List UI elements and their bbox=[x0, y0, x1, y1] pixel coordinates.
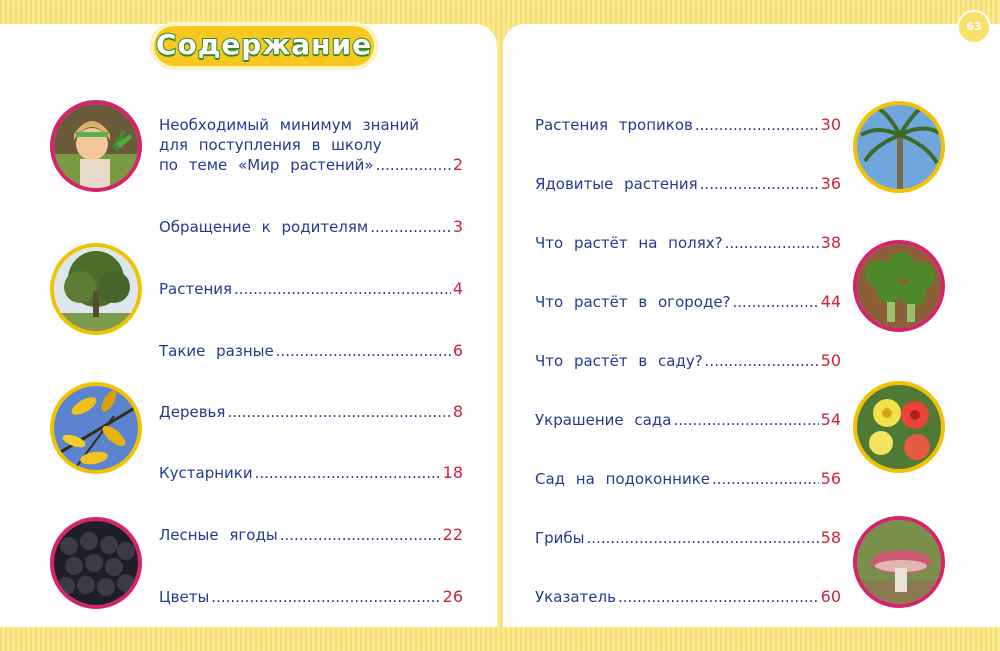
mushroom-photo bbox=[853, 516, 945, 608]
toc-entry-page: 30 bbox=[820, 115, 841, 134]
autumn-leaves-photo bbox=[50, 382, 142, 474]
toc-entry-page: 60 bbox=[820, 587, 841, 606]
toc-entry-label: Цветы bbox=[159, 588, 210, 606]
broccoli-photo bbox=[853, 240, 945, 332]
palm-tree-photo bbox=[853, 101, 945, 193]
toc-entry[interactable] bbox=[535, 469, 841, 489]
blackberries-photo bbox=[50, 517, 142, 609]
toc-entry-page: 44 bbox=[820, 292, 841, 311]
toc-entry-page: 22 bbox=[442, 525, 463, 544]
toc-entry-label: Лесные ягоды bbox=[159, 526, 278, 544]
toc-entry[interactable] bbox=[535, 351, 841, 371]
toc-entry-page: 4 bbox=[452, 279, 463, 298]
toc-entry-label: Растения тропиков bbox=[535, 116, 693, 134]
toc-entry-page: 18 bbox=[442, 463, 463, 482]
toc-entry-label: Что растёт в огороде? bbox=[535, 293, 731, 311]
toc-entry[interactable] bbox=[535, 115, 841, 135]
toc-entry-minimum-knowledge[interactable] bbox=[159, 115, 463, 175]
toc-entry[interactable] bbox=[535, 292, 841, 312]
toc-entry[interactable] bbox=[535, 410, 841, 430]
toc-entry[interactable] bbox=[535, 174, 841, 194]
toc-entry-page: 38 bbox=[820, 233, 841, 252]
toc-entry[interactable] bbox=[535, 587, 841, 607]
toc-entry-label: Сад на подоконнике bbox=[535, 470, 710, 488]
toc-entry-label: Украшение сада bbox=[535, 411, 672, 429]
toc-entry-label: Указатель bbox=[535, 588, 616, 606]
toc-entry-label: Растения bbox=[159, 280, 233, 298]
toc-entry-label: Что растёт на полях? bbox=[535, 234, 723, 252]
toc-entry-page: 36 bbox=[820, 174, 841, 193]
page-title: Содержание bbox=[155, 28, 373, 61]
toc-entry[interactable] bbox=[159, 341, 463, 361]
toc-entry[interactable] bbox=[159, 463, 463, 483]
toc-entry-page: 6 bbox=[452, 341, 463, 360]
toc-entry[interactable] bbox=[159, 217, 463, 237]
page-number-badge: 63 bbox=[957, 10, 991, 44]
toc-entry-page: 8 bbox=[452, 402, 463, 421]
toc-entry-label: Обращение к родителям bbox=[159, 218, 369, 236]
toc-entry-page: 2 bbox=[452, 155, 463, 174]
toc-entry-page: 58 bbox=[820, 528, 841, 547]
toc-entry-label: Грибы bbox=[535, 529, 585, 547]
toc-entry-page: 3 bbox=[452, 217, 463, 236]
toc-entry-page: 54 bbox=[820, 410, 841, 429]
toc-entry-label: Кустарники bbox=[159, 464, 253, 482]
toc-entry-line: для поступления в школу bbox=[159, 136, 382, 154]
toc-entry-page: 50 bbox=[820, 351, 841, 370]
toc-entry-label: Что растёт в саду? bbox=[535, 352, 703, 370]
toc-entry-page: 56 bbox=[820, 469, 841, 488]
toc-entry[interactable] bbox=[535, 528, 841, 548]
toc-entry-label: по теме «Мир растений» bbox=[159, 156, 374, 174]
toc-entry-page: 26 bbox=[442, 587, 463, 606]
toc-entry-line: Необходимый минимум знаний bbox=[159, 116, 419, 134]
tree-photo bbox=[50, 243, 142, 335]
gladiolus-flowers-photo bbox=[853, 381, 945, 473]
title-banner bbox=[150, 22, 378, 70]
toc-entry-label: Ядовитые растения bbox=[535, 175, 698, 193]
toc-entry[interactable] bbox=[159, 402, 463, 422]
toc-entry-label: Такие разные bbox=[159, 342, 274, 360]
toc-entry[interactable] bbox=[535, 233, 841, 253]
toc-entry[interactable] bbox=[159, 279, 463, 299]
toc-entry-label: Деревья bbox=[159, 403, 226, 421]
toc-entry[interactable] bbox=[159, 525, 463, 545]
toc-entry[interactable] bbox=[159, 587, 463, 607]
girl-with-plant-photo bbox=[50, 100, 142, 192]
